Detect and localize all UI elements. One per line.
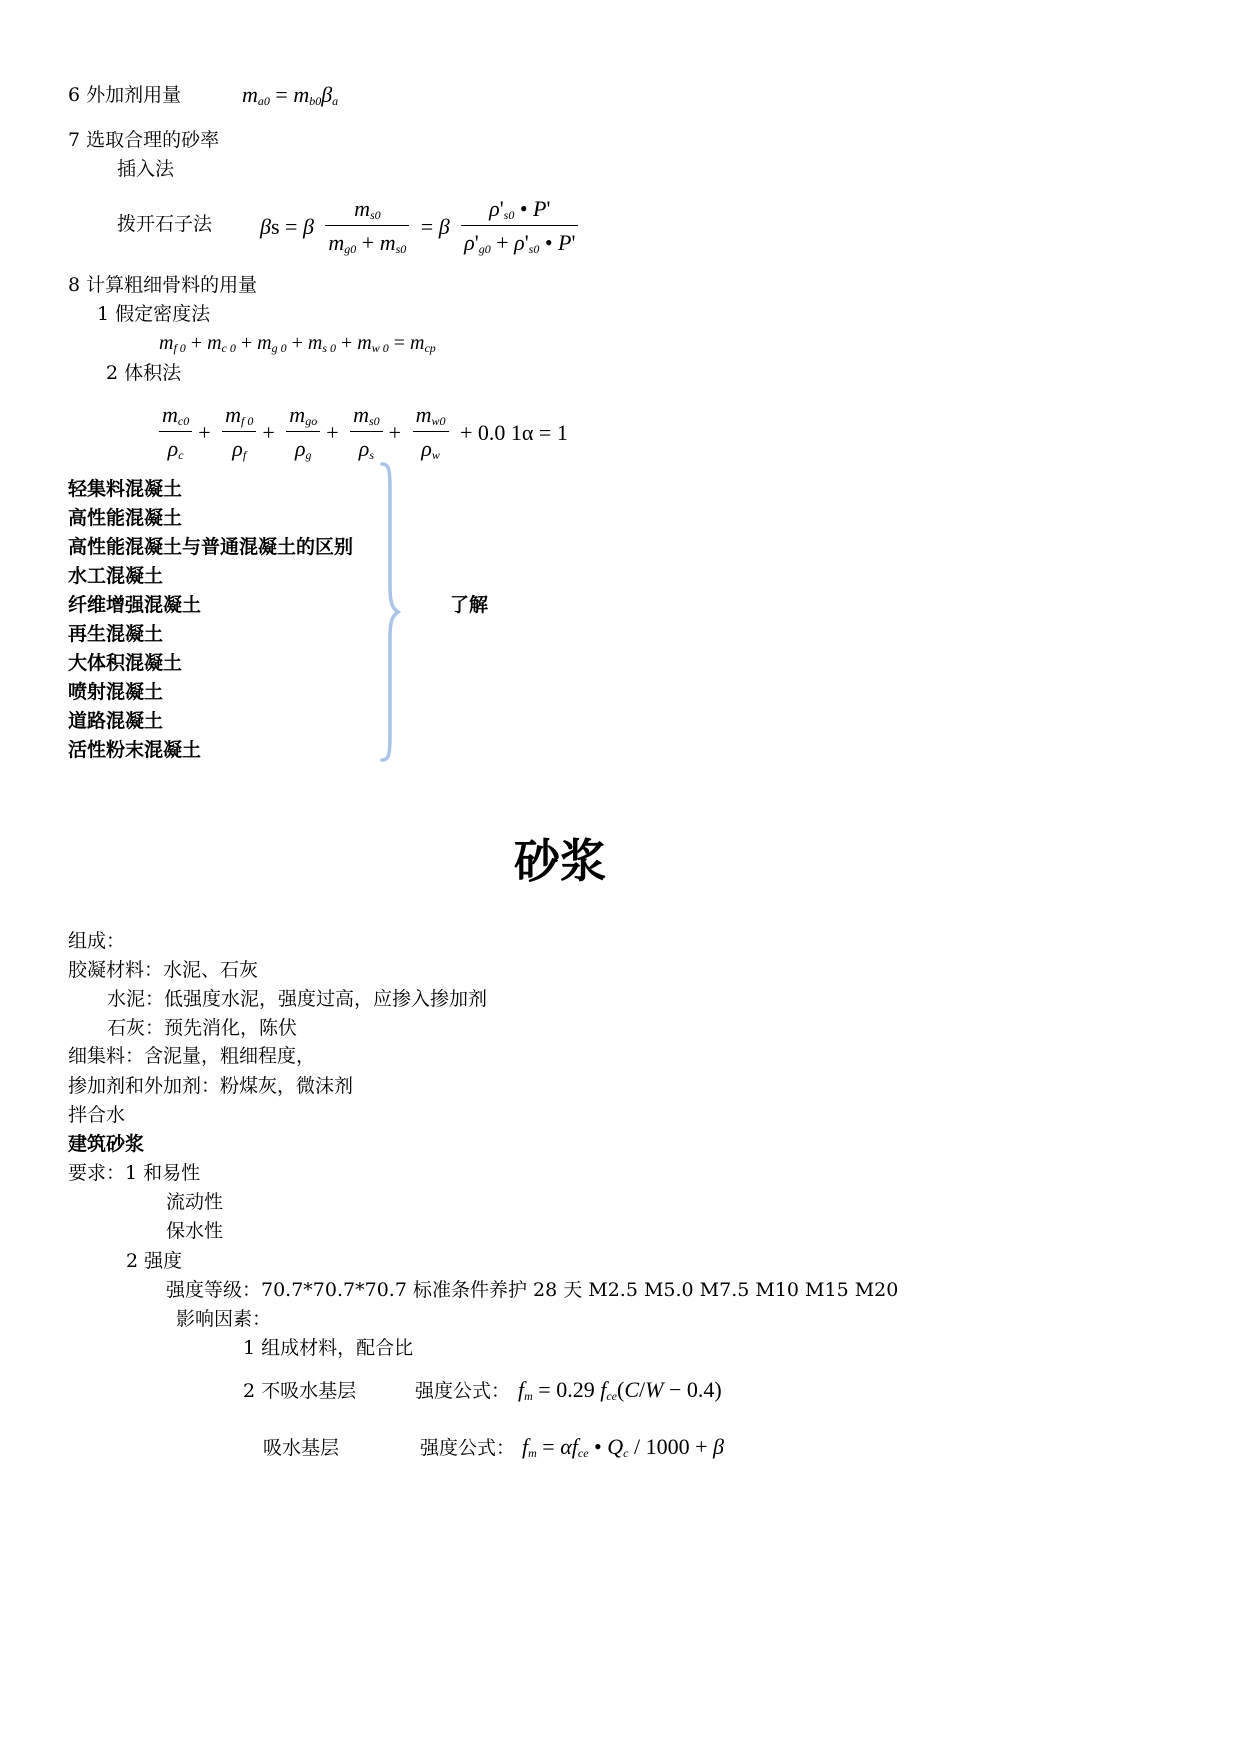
special-concrete-item: 轻集料混凝土 (68, 478, 183, 500)
composition-heading: 组成： (68, 930, 126, 952)
lime-line: 石灰：预先消化，陈伏 (107, 1017, 298, 1039)
requirement-line: 要求：1 和易性 (68, 1162, 201, 1184)
special-concrete-item: 活性粉末混凝土 (68, 739, 202, 761)
strength-line: 2 强度 (126, 1250, 183, 1272)
factors-line: 影响因素： (176, 1308, 272, 1330)
building-mortar-heading: 建筑砂浆 (68, 1133, 145, 1155)
item7-method2: 拨开石子法 (117, 213, 213, 235)
fluidity-line: 流动性 (166, 1191, 224, 1213)
special-concrete-item: 高性能混凝土 (68, 507, 183, 529)
grade-line: 强度等级：70.7*70.7*70.7 标准条件养护 28 天 M2.5 M5.0 M7.5 M10 M15 M20 (166, 1279, 899, 1301)
absorbent-strength-formula: $f_m = \alpha f_{ce}$ • $Q_c / 1000 + \beta$ (522, 1434, 724, 1460)
admixture-formula: $m_{a0} = m_{b0}\beta_a$ (242, 82, 339, 108)
water-retention-line: 保水性 (166, 1220, 224, 1242)
special-concrete-item: 再生混凝土 (68, 623, 164, 645)
special-concrete-item: 高性能混凝土与普通混凝土的区别 (68, 536, 354, 558)
binder-line: 胶凝材料：水泥、石灰 (68, 959, 259, 981)
special-concrete-note: 了解 (450, 594, 489, 616)
special-concrete-item: 纤维增强混凝土 (68, 594, 202, 616)
item6-label: 6 外加剂用量 (68, 84, 182, 106)
admixture-line: 掺加剂和外加剂：粉煤灰，微沫剂 (68, 1075, 354, 1097)
non-absorbent-strength-formula: $f_m = 0.29$ $f_{ce}(C/W - 0.4)$ (518, 1377, 722, 1403)
assumed-density-formula: $m_{f 0} + m_{c 0} + m_{g 0} + m_{s 0} + m_{w 0} = m_{cp}$ (159, 332, 436, 355)
special-concrete-item: 水工混凝土 (68, 565, 164, 587)
factor2-formula-label: 强度公式： (415, 1380, 511, 1402)
item7-method1: 插入法 (117, 158, 175, 180)
factor3-formula-label: 强度公式： (420, 1437, 516, 1459)
factor1-line: 1 组成材料，配合比 (243, 1337, 414, 1359)
special-concrete-item: 道路混凝土 (68, 710, 164, 732)
curly-brace (372, 462, 402, 762)
volume-formula-tail: + 0.0 1α = 1 (460, 419, 568, 445)
item8-label: 8 计算粗细骨料的用量 (68, 274, 258, 296)
special-concrete-item: 大体积混凝土 (68, 652, 183, 674)
factor3-line: 吸水基层 (263, 1437, 340, 1459)
item7-label: 7 选取合理的砂率 (68, 129, 220, 151)
item8-method1: 1 假定密度法 (97, 303, 211, 325)
cement-line: 水泥：低强度水泥，强度过高，应掺入掺加剂 (107, 988, 488, 1010)
item8-method2: 2 体积法 (106, 362, 182, 384)
mortar-title: 砂浆 (514, 834, 606, 888)
water-line: 拌合水 (68, 1104, 126, 1126)
volume-formula: $\frac{m_{c0}}{\rho_c}$ + $\frac{m_{f 0}}{\rho_f}$ + $\frac{m_{go}}{\rho_g}$ + $\frac{m_{s0}}{\rho_s}$ + $\frac{m_{w0}}{\rho_w}$ + 0.0 1α = 1 (157, 404, 572, 461)
sand-ratio-formula: βs = β $\frac{m_{s0}}{m_{g0} + m_{s0}}$ = β $\frac{\rho'_{s0} • P'}{\rho'_{g0} + \rho'_{s0} • P'}$ (256, 198, 580, 255)
factor2-line: 2 不吸水基层 (243, 1380, 357, 1402)
special-concrete-item: 喷射混凝土 (68, 681, 164, 703)
fine-aggregate-line: 细集料：含泥量，粗细程度， (68, 1045, 316, 1067)
